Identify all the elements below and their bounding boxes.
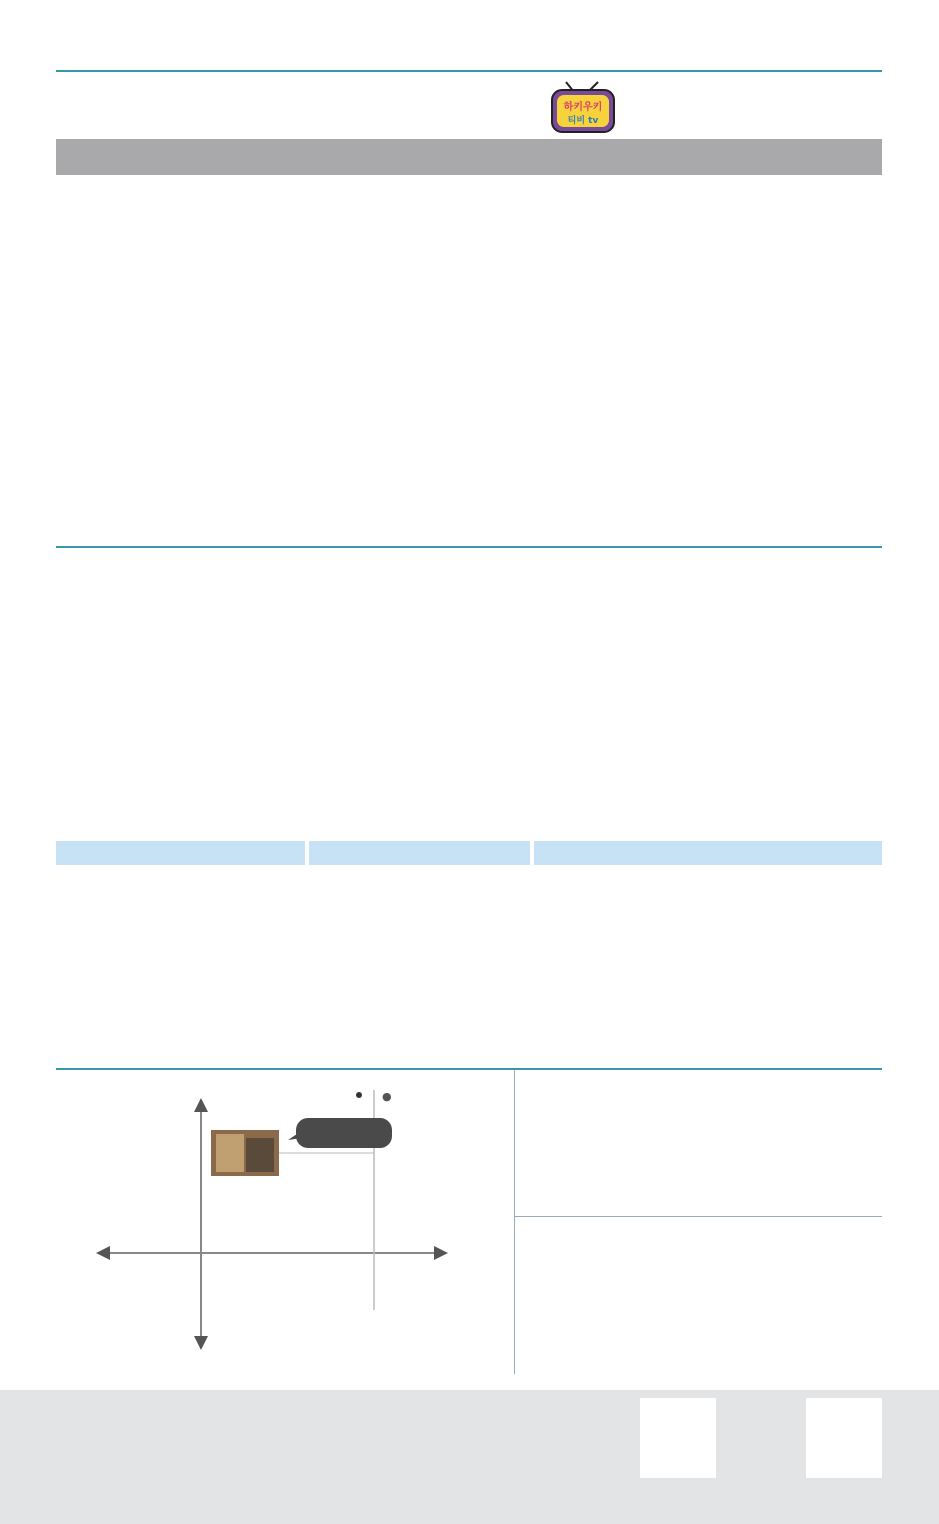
orchestra-header	[534, 841, 882, 865]
footer	[0, 1390, 939, 1524]
map-label-2: ●	[382, 1090, 392, 1103]
homepage-qr-code[interactable]	[640, 1398, 716, 1478]
parking-rule	[514, 1216, 882, 1217]
elders-header	[56, 841, 305, 865]
offering-qr-code[interactable]	[806, 1398, 882, 1478]
worship-table-header	[56, 139, 882, 175]
svg-text:하키우키: 하키우키	[563, 102, 603, 113]
map-dot-1	[356, 1092, 362, 1098]
svg-text:티비 tv: 티비 tv	[567, 116, 599, 126]
location-map	[56, 1080, 496, 1370]
map-divider	[514, 1070, 515, 1374]
location-rule	[56, 1068, 882, 1070]
servants-rule	[56, 546, 882, 548]
pastor-row	[58, 585, 898, 605]
top-rule	[56, 70, 882, 72]
choir-header	[309, 841, 530, 865]
hakiukiki-tv-logo	[548, 80, 618, 136]
